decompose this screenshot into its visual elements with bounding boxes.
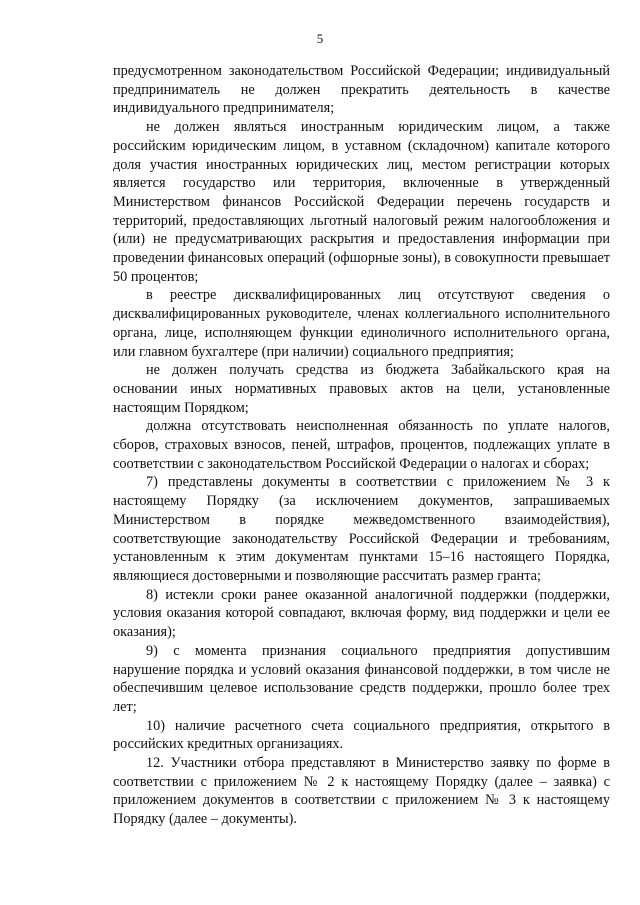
paragraph-section-12: 12. Участники отбора представляют в Министерство заявку по форме в соответствии с приложением № 2 к настоящему Порядку (далее – заявка) с приложением документов в соответствии с приложением № 3 к настоящему Порядку (далее – документы). bbox=[113, 755, 610, 828]
paragraph-item-8: 8) истекли сроки ранее оказанной аналогичной поддержки (поддержки, условия оказания которой совпадают, включая форму, вид поддержки и цели ее оказания); bbox=[113, 586, 610, 641]
paragraph-foreign-entity-condition: не должен являться иностранным юридическим лицом, а также российским юридическим лицом, в уставном (складочном) капитале которого доля участия иностранных юридических лиц, местом регистрации которых является государство или территория, включенные в утвержденный Министерством финансов Российской Федерации перечень государств и территорий, предоставляющих льготный налоговый режим налогообложения и (или) не предусматривающих раскрытия и предоставления информации при проведении финансовых операций (офшорные зоны), в совокупности превышает 50 процентов; bbox=[113, 119, 610, 285]
paragraph-item-7: 7) представлены документы в соответствии с приложением № 3 к настоящему Порядку (за исключением документов, запрашиваемых Министерством в порядке межведомственного взаимодействия), соответствующие законодательству Российской Федерации и требованиям, установленным к этим документам пунктами 15–16 настоящего Порядка, являющиеся достоверными и позволяющие рассчитать размер гранта; bbox=[113, 474, 610, 584]
paragraph-disqualified-registry: в реестре дисквалифицированных лиц отсутствуют сведения о дисквалифицированных руководителе, членах коллегиального исполнительного органа, лице, исполняющем функции единоличного исполнительного органа, или главном бухгалтере (при наличии) социального предприятия; bbox=[113, 287, 610, 360]
paragraph-continuation: предусмотренном законодательством Российской Федерации; индивидуальный предприниматель не должен прекратить деятельность в качестве индивидуального предпринимателя; bbox=[113, 63, 610, 117]
page-number: 5 bbox=[316, 31, 324, 46]
paragraph-tax-obligations: должна отсутствовать неисполненная обязанность по уплате налогов, сборов, страховых взносов, пеней, штрафов, процентов, подлежащих уплате в соответствии с законодательством Российской Федерации о налогах и сборах; bbox=[113, 418, 610, 472]
paragraph-item-9: 9) с момента признания социального предприятия допустившим нарушение порядка и условий оказания финансовой поддержки, в том числе не обеспечившим целевое использование средств поддержки, прошло более трех лет; bbox=[113, 642, 610, 715]
paragraph-budget-funds: не должен получать средства из бюджета Забайкальского края на основании иных нормативных правовых актов на цели, установленные настоящим Порядком; bbox=[113, 362, 610, 416]
paragraph-item-10: 10) наличие расчетного счета социального предприятия, открытого в российских кредитных организациях. bbox=[113, 717, 610, 753]
document-body bbox=[113, 62, 610, 829]
